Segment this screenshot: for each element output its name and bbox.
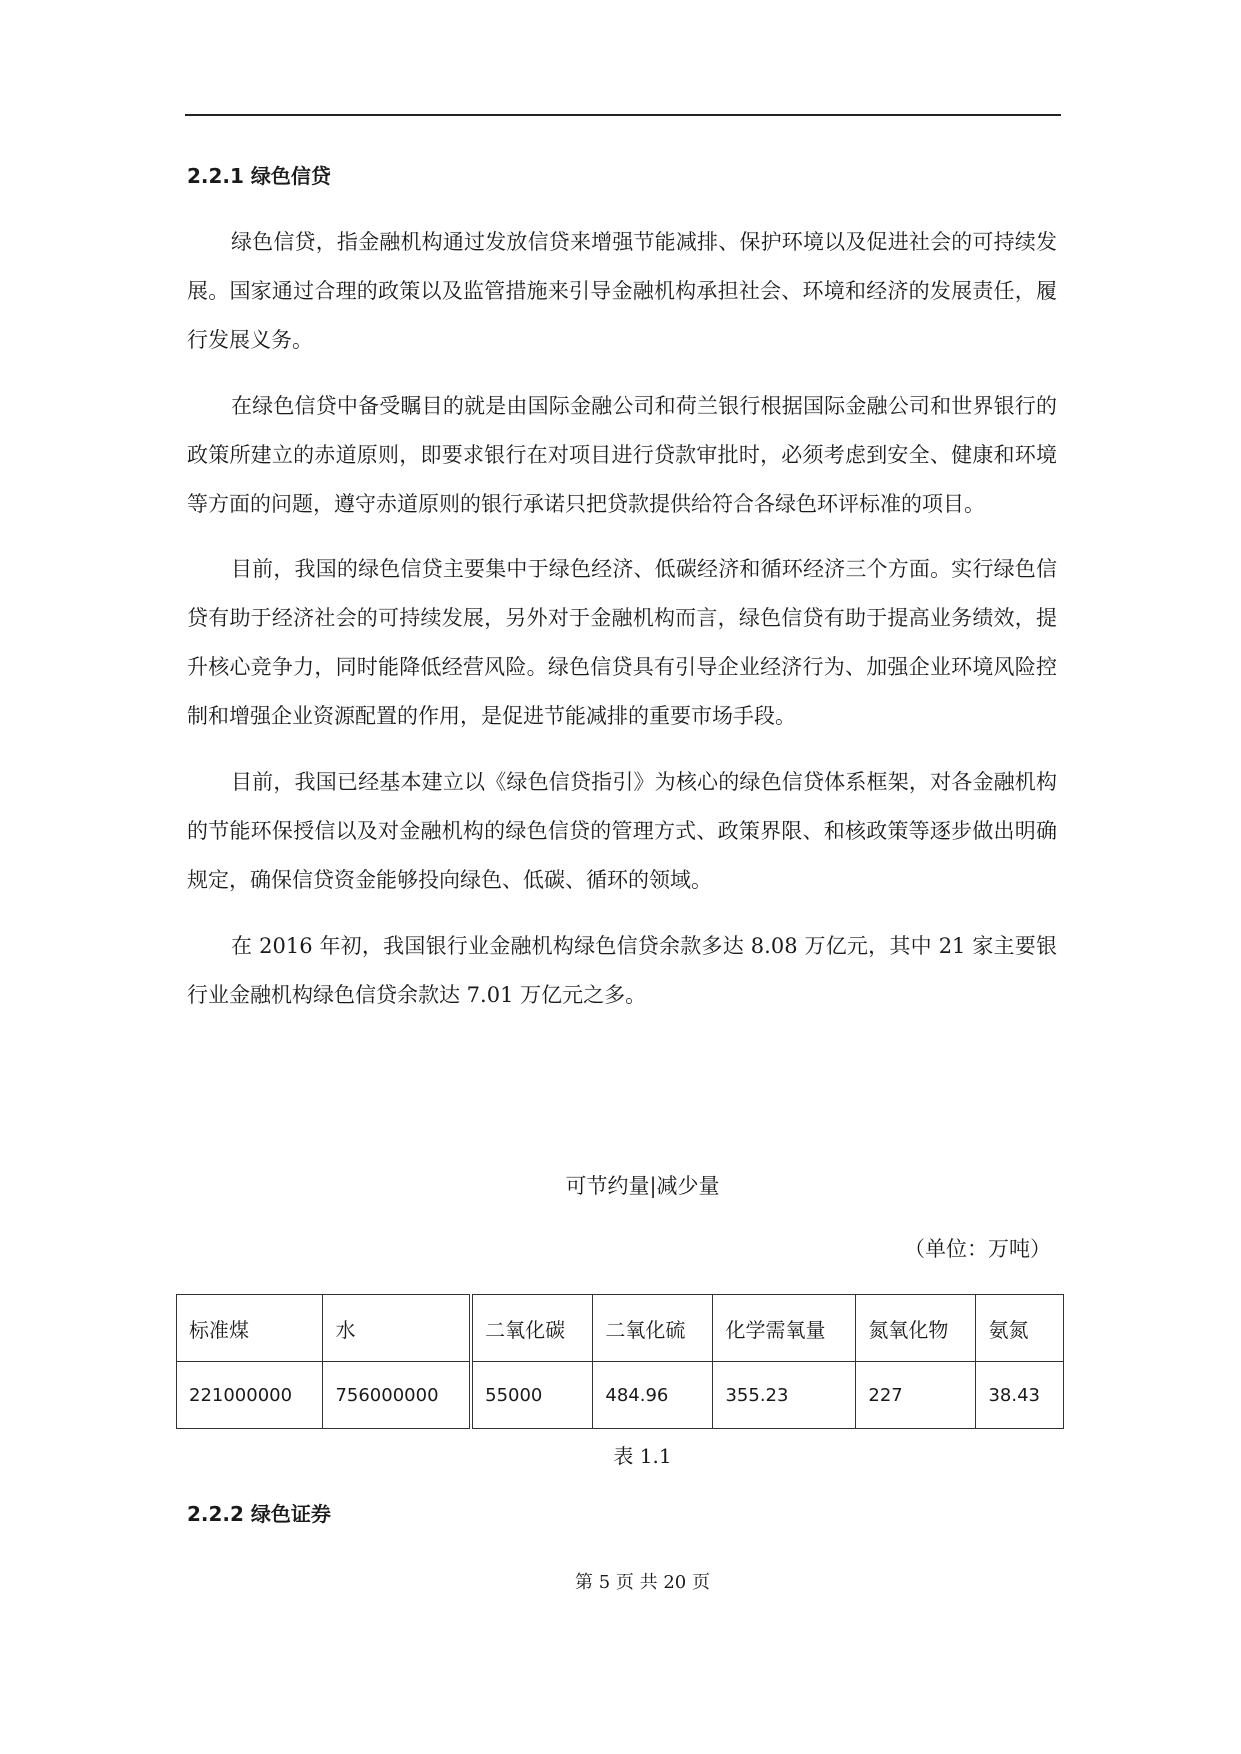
value-cell: 221000000 <box>177 1362 323 1429</box>
header-cell: 水 <box>323 1295 471 1362</box>
section-heading-2-2-2: 2.2.2 绿色证券 <box>187 1502 331 1526</box>
page-footer: 第 5 页 共 20 页 <box>575 1572 710 1593</box>
header-cell: 标准煤 <box>177 1295 323 1362</box>
savings-table <box>176 1294 1064 1429</box>
value-cell: 355.23 <box>713 1362 856 1429</box>
section-heading-2-2-1: 2.2.1 绿色信贷 <box>187 164 331 188</box>
header-rule <box>185 114 1061 116</box>
header-cell: 氮氧化物 <box>856 1295 976 1362</box>
table-header-row <box>177 1295 1064 1362</box>
table-unit: （单位：万吨） <box>904 1237 1051 1261</box>
value-cell: 756000000 <box>323 1362 471 1429</box>
paragraph-4: 目前，我国已经基本建立以《绿色信贷指引》为核心的绿色信贷体系框架，对各金融机构的节能环保授信以及对金融机构的绿色信贷的管理方式、政策界限、和核政策等逐步做出明确规定，确保信贷资金能够投向绿色、低碳、循环的领域。 <box>187 770 1057 892</box>
value-cell: 55000 <box>471 1362 593 1429</box>
table-title: 可节约量|减少量 <box>565 1174 720 1198</box>
paragraph-5: 在 2016 年初，我国银行业金融机构绿色信贷余款多达 8.08 万亿元，其中 21 家主要银行业金融机构绿色信贷余款达 7.01 万亿元之多。 <box>187 934 1057 1007</box>
table-caption: 表 1.1 <box>613 1444 672 1468</box>
table-value-row <box>177 1362 1064 1429</box>
paragraph-2: 在绿色信贷中备受瞩目的就是由国际金融公司和荷兰银行根据国际金融公司和世界银行的政策所建立的赤道原则，即要求银行在对项目进行贷款审批时，必须考虑到安全、健康和环境等方面的问题，遵守赤道原则的银行承诺只把贷款提供给符合各绿色环评标准的项目。 <box>187 394 1057 516</box>
value-cell: 38.43 <box>976 1362 1064 1429</box>
header-cell: 二氧化碳 <box>471 1295 593 1362</box>
paragraph-3: 目前，我国的绿色信贷主要集中于绿色经济、低碳经济和循环经济三个方面。实行绿色信贷有助于经济社会的可持续发展，另外对于金融机构而言，绿色信贷有助于提高业务绩效，提升核心竞争力，同时能降低经营风险。绿色信贷具有引导企业经济行为、加强企业环境风险控制和增强企业资源配置的作用，是促进节能减排的重要市场手段。 <box>187 557 1057 728</box>
header-cell: 化学需氧量 <box>713 1295 856 1362</box>
header-cell: 氨氮 <box>976 1295 1064 1362</box>
paragraph-1: 绿色信贷，指金融机构通过发放信贷来增强节能减排、保护环境以及促进社会的可持续发展。国家通过合理的政策以及监管措施来引导金融机构承担社会、环境和经济的发展责任，履行发展义务。 <box>187 230 1057 352</box>
header-cell: 二氧化硫 <box>593 1295 713 1362</box>
value-cell: 484.96 <box>593 1362 713 1429</box>
value-cell: 227 <box>856 1362 976 1429</box>
